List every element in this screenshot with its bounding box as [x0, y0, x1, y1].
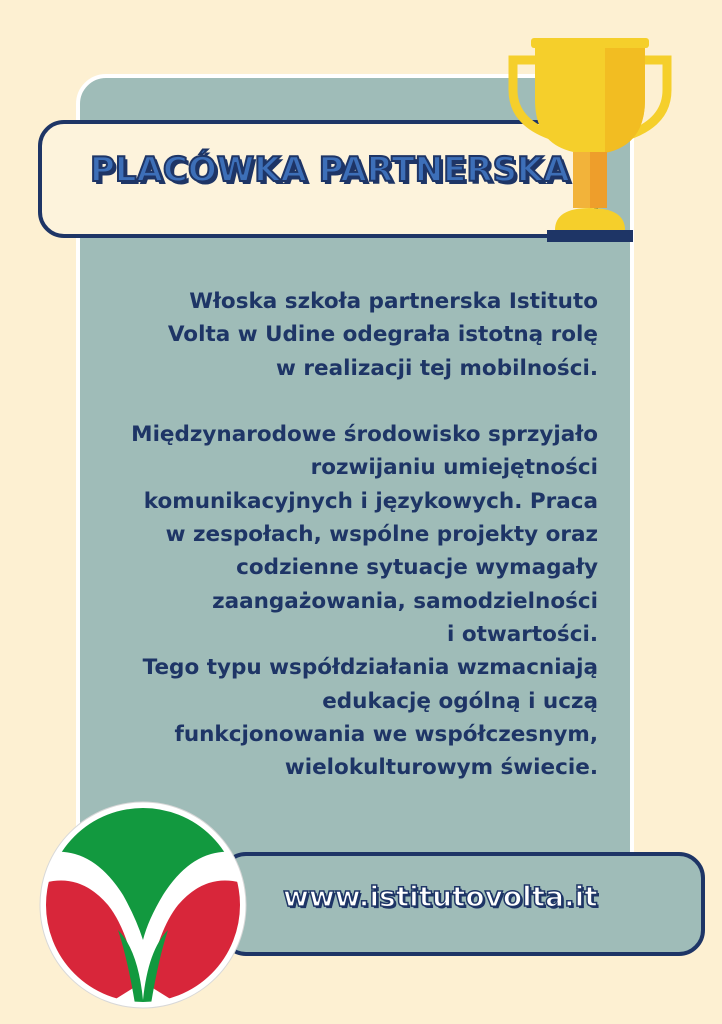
body-text — [110, 285, 598, 784]
volta-logo — [38, 800, 248, 1010]
paragraph-1: Włoska szkoła partnerska Istituto Volta w Udine odegrała istotną rolę w realizacji tej mobilności. — [167, 289, 598, 381]
page-title: PLACÓWKA PARTNERSKA — [90, 150, 570, 190]
paragraph-2: Międzynarodowe środowisko sprzyjało rozwijaniu umiejętności komunikacyjnych i językowych. Praca w zespołach, wspólne projekty oraz codzienne sytuacje wymagały zaangażowania, samodzielności i otwartości. Tego typu współdziałania wzmacniają edukację ogólną i uczą funkcjonowania we współczesnym, wielokulturowym świecie. — [131, 422, 598, 781]
trophy-icon — [505, 30, 675, 245]
website-link[interactable]: www.istitutovolta.it — [283, 880, 598, 913]
